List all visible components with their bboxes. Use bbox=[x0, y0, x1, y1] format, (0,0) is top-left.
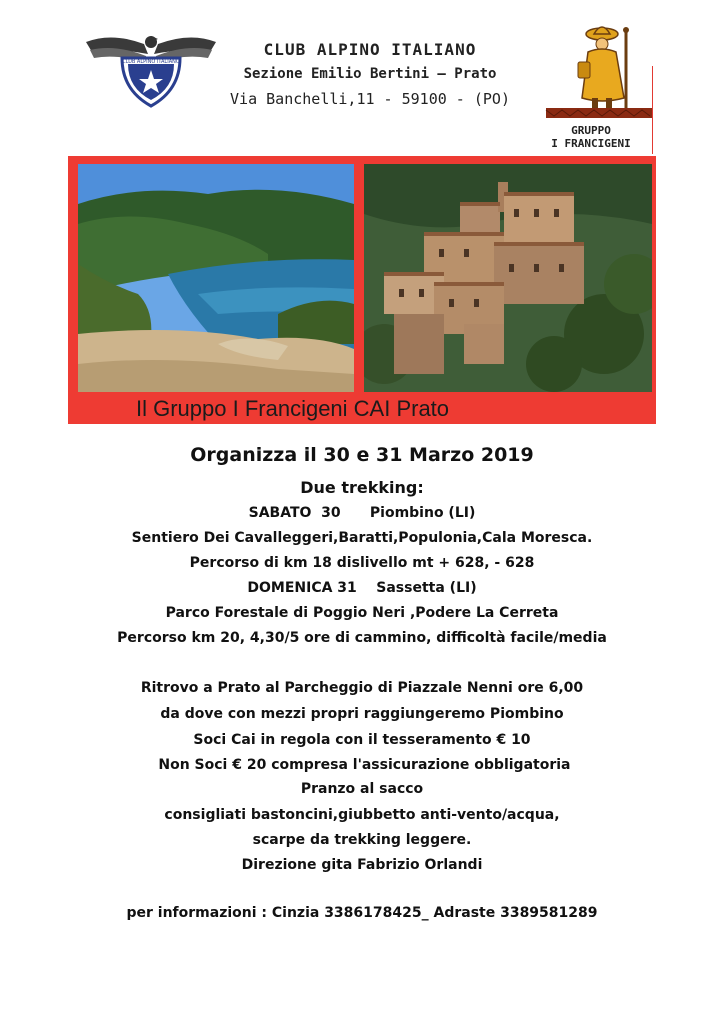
sunday-title: DOMENICA 31 Sassetta (LI) bbox=[247, 580, 477, 596]
note-nonmember-fee: Non Soci € 20 compresa l'assicurazione obbligatoria bbox=[153, 757, 571, 773]
cai-eagle-logo bbox=[82, 28, 220, 110]
subheadline: Due trekking: bbox=[300, 478, 424, 497]
cai-logo-text: CLUB ALPINO ITALIANO bbox=[122, 59, 180, 65]
coast-photo bbox=[78, 164, 354, 392]
note-leader: Direzione gita Fabrizio Orlandi bbox=[241, 857, 483, 873]
saturday-route: Sentiero Dei Cavalleggeri,Baratti,Populonia,Cala Moresca. bbox=[131, 530, 593, 546]
note-lunch: Pranzo al sacco bbox=[300, 781, 424, 797]
sunday-route: Parco Forestale di Poggio Neri ,Podere La Cerreta bbox=[165, 605, 559, 621]
group-label bbox=[526, 124, 656, 150]
note-transport: da dove con mezzi propri raggiungeremo Piombino bbox=[160, 706, 564, 722]
pilgrim-logo bbox=[544, 20, 654, 120]
banner-title: Il Gruppo I Francigeni CAI Prato bbox=[136, 396, 450, 421]
sunday-details: Percorso km 20, 4,30/5 ore di cammino, difficoltà facile/media bbox=[117, 630, 607, 646]
contact-info: per informazioni : Cinzia 3386178425_ Adraste 3389581289 bbox=[126, 905, 598, 921]
club-header bbox=[220, 40, 520, 114]
note-meeting-point: Ritrovo a Prato al Parcheggio di Piazzale Nenni ore 6,00 bbox=[140, 680, 584, 696]
club-section: Sezione Emilio Bertini – Prato bbox=[243, 66, 497, 82]
group-label-line2: I FRANCIGENI bbox=[551, 137, 631, 150]
village-photo bbox=[364, 164, 652, 392]
saturday-details: Percorso di km 18 dislivello mt + 628, - 628 bbox=[189, 555, 535, 571]
group-label-line1: GRUPPO bbox=[571, 124, 611, 137]
saturday-title: SABATO 30 Piombino (LI) bbox=[248, 505, 476, 521]
note-member-fee: Soci Cai in regola con il tesseramento € 10 bbox=[193, 732, 531, 748]
note-equipment: consigliati bastoncini,giubbetto anti-vento/acqua, bbox=[164, 807, 560, 823]
club-address: Via Banchelli,11 - 59100 - (PO) bbox=[230, 90, 510, 108]
headline: Organizza il 30 e 31 Marzo 2019 bbox=[190, 444, 534, 466]
note-shoes: scarpe da trekking leggere. bbox=[252, 832, 472, 848]
club-name: CLUB ALPINO ITALIANO bbox=[263, 40, 477, 59]
